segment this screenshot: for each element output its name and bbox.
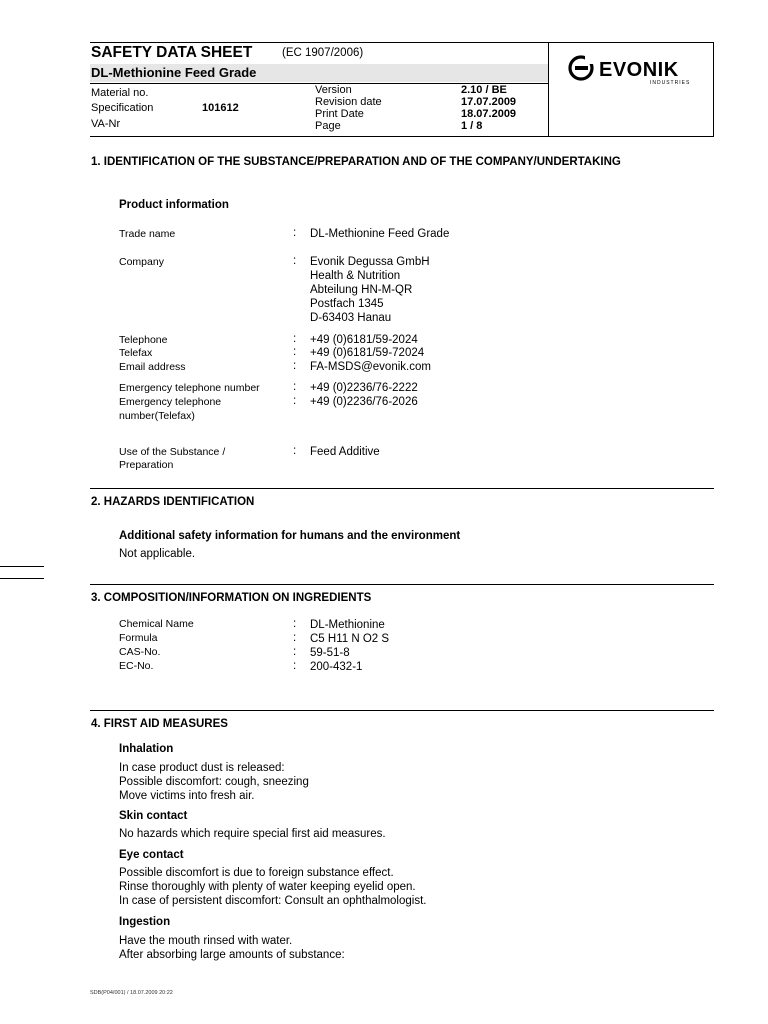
section-divider: [90, 584, 714, 585]
company-line: Abteilung HN-M-QR: [310, 284, 413, 296]
formula-value: C5 H11 N O2 S: [310, 633, 390, 645]
colon-separator: :: [293, 632, 297, 644]
document-footer: SDB(P04/001) / 18.07.2009 20:22: [90, 990, 173, 996]
colon-separator: :: [293, 333, 297, 345]
colon-separator: :: [293, 618, 297, 630]
company-line: Evonik Degussa GmbH: [310, 256, 430, 268]
eye-contact-text: In case of persistent discomfort: Consult an ophthalmologist.: [119, 895, 427, 907]
colon-separator: :: [293, 381, 297, 393]
use-of-substance-value: Feed Additive: [310, 446, 380, 458]
revision-date-label: Revision date: [315, 96, 382, 108]
section-divider: [90, 710, 714, 711]
section-1-title: 1. IDENTIFICATION OF THE SUBSTANCE/PREPARATION AND OF THE COMPANY/UNDERTAKING: [91, 156, 621, 168]
email-value: FA-MSDS@evonik.com: [310, 361, 431, 373]
trade-name-label: Trade name: [119, 228, 176, 240]
inhalation-text: Possible discomfort: cough, sneezing: [119, 776, 309, 788]
trade-name-value: DL-Methionine Feed Grade: [310, 228, 450, 240]
version-label: Version: [315, 84, 352, 96]
telephone-value: +49 (0)6181/59-2024: [310, 334, 418, 346]
ec-no-label: EC-No.: [119, 660, 154, 672]
company-line: D-63403 Hanau: [310, 312, 392, 324]
telephone-label: Telephone: [119, 334, 168, 346]
email-label: Email address: [119, 361, 186, 373]
header-right-rule: [713, 42, 714, 137]
colon-separator: :: [293, 227, 297, 239]
eye-contact-text: Possible discomfort is due to foreign substance effect.: [119, 867, 394, 879]
header-bottom-rule: [90, 136, 714, 137]
version-value: 2.10 / BE: [461, 84, 507, 96]
company-line: Postfach 1345: [310, 298, 384, 310]
ingestion-text: Have the mouth rinsed with water.: [119, 935, 293, 947]
telefax-label: Telefax: [119, 347, 153, 359]
eye-contact-text: Rinse thoroughly with plenty of water keeping eyelid open.: [119, 881, 416, 893]
section-divider: [90, 488, 714, 489]
company-label: Company: [119, 256, 164, 268]
specification-value: 101612: [202, 102, 239, 114]
emergency-fax-value: +49 (0)2236/76-2026: [310, 396, 418, 408]
use-of-substance-label: Use of the Substance /: [119, 446, 226, 458]
print-date-value: 18.07.2009: [461, 108, 517, 120]
inhalation-text: In case product dust is released:: [119, 762, 285, 774]
revision-date-value: 17.07.2009: [461, 96, 517, 108]
logo-brand-text: EVONIK: [599, 59, 679, 81]
evonik-logo-icon: [566, 52, 696, 86]
material-no-label: Material no.: [91, 87, 149, 99]
product-name: DL-Methionine Feed Grade: [91, 65, 257, 80]
colon-separator: :: [293, 395, 297, 407]
emergency-phone-value: +49 (0)2236/76-2222: [310, 382, 418, 394]
use-of-substance-label-continued: Preparation: [119, 459, 174, 471]
colon-separator: :: [293, 646, 297, 658]
inhalation-heading: Inhalation: [119, 743, 174, 755]
cas-no-value: 59-51-8: [310, 647, 350, 659]
inhalation-text: Move victims into fresh air.: [119, 790, 255, 802]
regulation-reference: (EC 1907/2006): [282, 47, 364, 59]
ingestion-heading: Ingestion: [119, 916, 171, 928]
chemical-name-value: DL-Methionine: [310, 619, 385, 631]
product-information-heading: Product information: [119, 199, 229, 211]
colon-separator: :: [293, 445, 297, 457]
margin-mark: [0, 566, 44, 567]
ingestion-text: After absorbing large amounts of substance:: [119, 949, 345, 961]
formula-label: Formula: [119, 632, 158, 644]
header-top-rule: [90, 42, 714, 43]
emergency-fax-label-continued: number(Telefax): [119, 410, 195, 422]
specification-label: Specification: [91, 102, 154, 114]
page-value: 1 / 8: [461, 120, 483, 132]
colon-separator: :: [293, 255, 297, 267]
chemical-name-label: Chemical Name: [119, 618, 194, 630]
print-date-label: Print Date: [315, 108, 364, 120]
header-divider-rule: [548, 42, 549, 137]
emergency-phone-label: Emergency telephone number: [119, 382, 260, 394]
telefax-value: +49 (0)6181/59-72024: [310, 347, 425, 359]
company-line: Health & Nutrition: [310, 270, 401, 282]
section-2-title: 2. HAZARDS IDENTIFICATION: [91, 496, 255, 508]
logo-tagline-text: INDUSTRIES: [650, 80, 691, 86]
document-title: SAFETY DATA SHEET: [91, 44, 253, 61]
emergency-fax-label: Emergency telephone: [119, 396, 222, 408]
cas-no-label: CAS-No.: [119, 646, 161, 658]
skin-contact-text: No hazards which require special first aid measures.: [119, 828, 386, 840]
section-3-title: 3. COMPOSITION/INFORMATION ON INGREDIENTS: [91, 592, 372, 604]
ec-no-value: 200-432-1: [310, 661, 363, 673]
va-nr-label: VA-Nr: [91, 118, 121, 130]
page-label: Page: [315, 120, 341, 132]
additional-safety-heading: Additional safety information for humans and the environment: [119, 530, 461, 542]
colon-separator: :: [293, 346, 297, 358]
skin-contact-heading: Skin contact: [119, 810, 188, 822]
margin-mark: [0, 578, 44, 579]
colon-separator: :: [293, 660, 297, 672]
eye-contact-heading: Eye contact: [119, 849, 184, 861]
colon-separator: :: [293, 360, 297, 372]
not-applicable-text: Not applicable.: [119, 548, 196, 560]
section-4-title: 4. FIRST AID MEASURES: [91, 718, 228, 730]
